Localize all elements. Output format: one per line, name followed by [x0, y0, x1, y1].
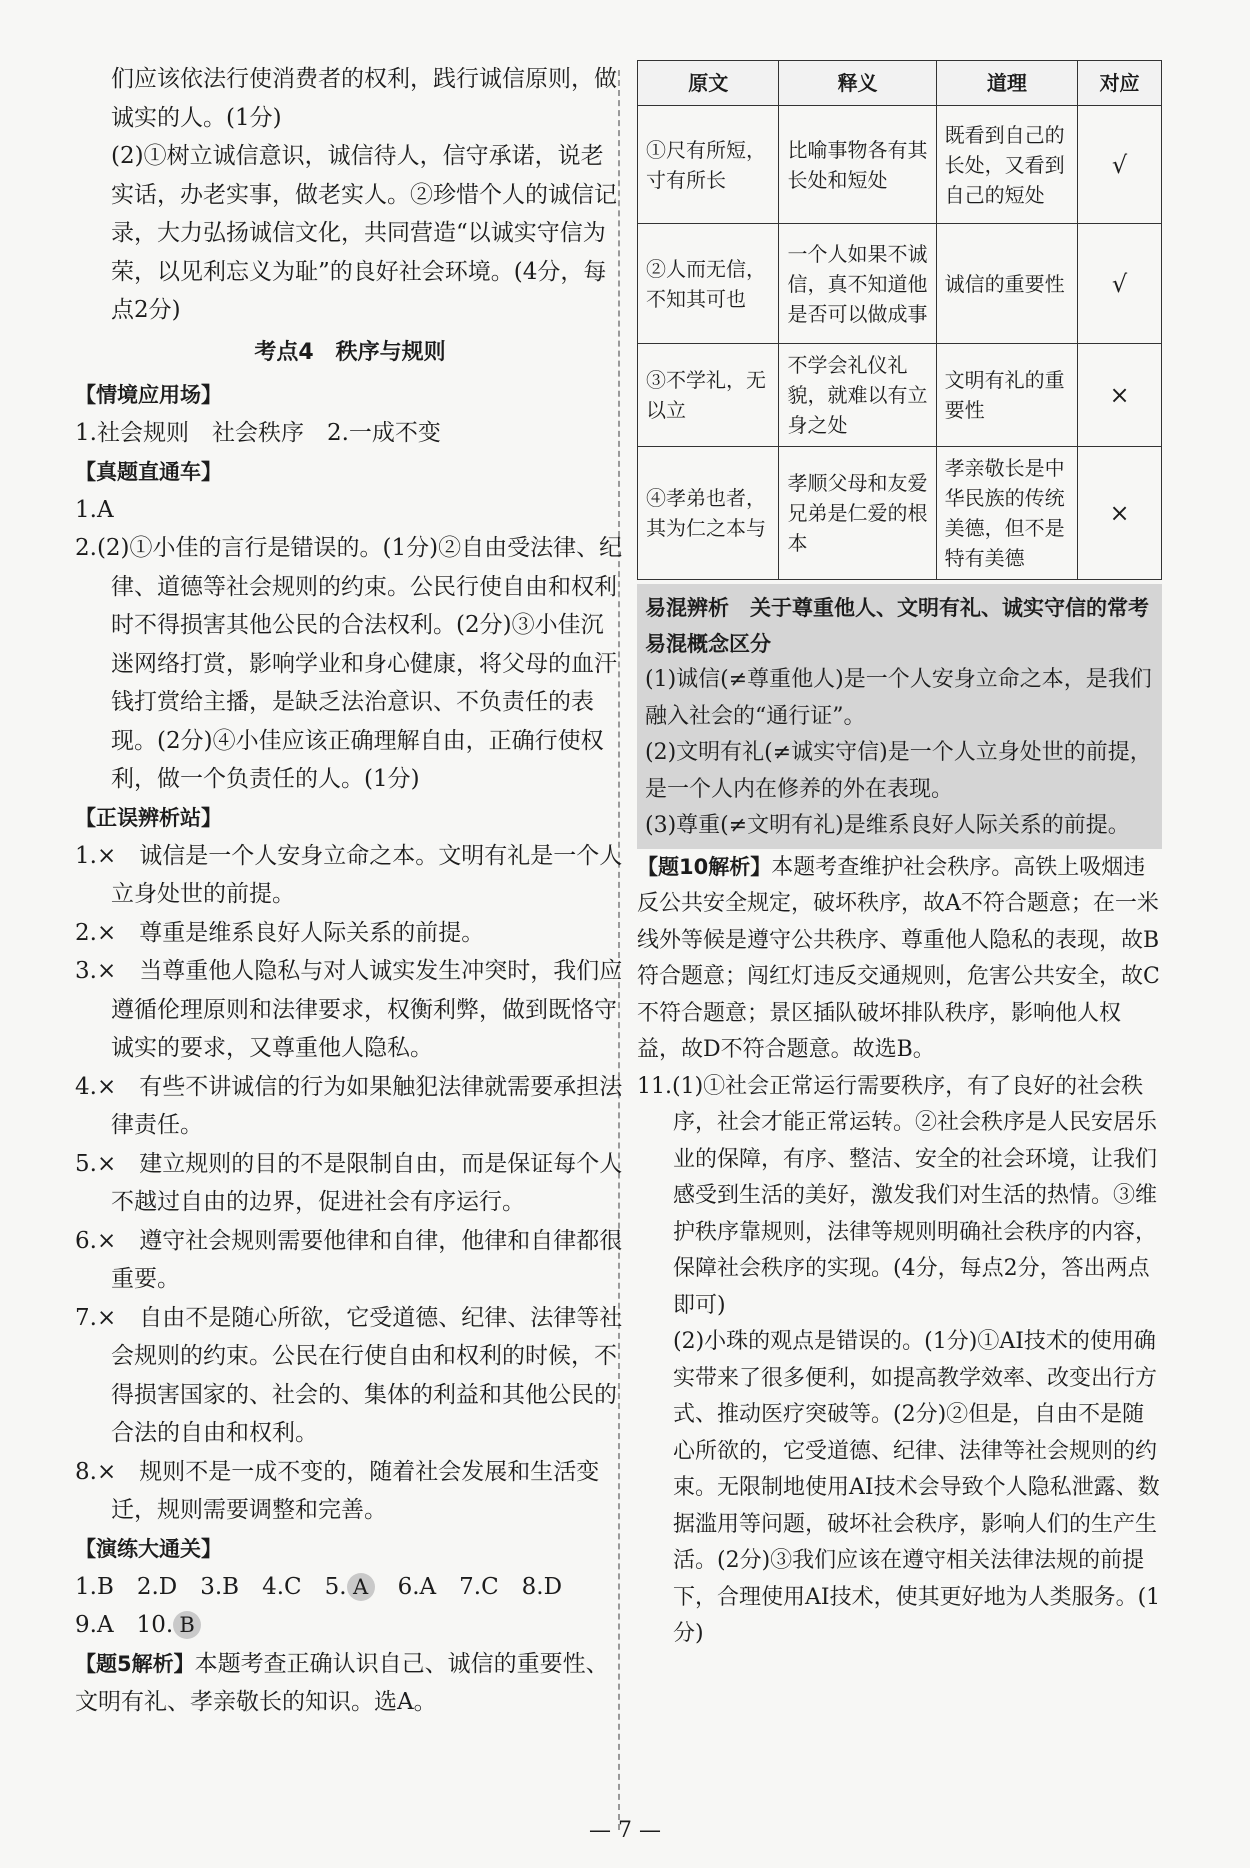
real-exam-q2: 2.(2)①小佳的言行是错误的。(1分)②自由受法律、纪律、道德等社会规则的约束。公民行使自由和权利时不得损害其他公民的合法权利。(2分)③小佳沉迷网络打赏，影响学业和身心健康，将父母的血汗钱打赏给主播，是缺乏法治意识、不负责任的表现。(2分)④小佳应该正确理解自由，正确行使权利，做一个负责任的人。(1分) [75, 535, 623, 792]
table-row [638, 344, 1162, 447]
section-title-scenario: 【情境应用场】 [75, 383, 222, 407]
table-cell: ②人而无信，不知其可也 [638, 224, 779, 344]
q5-text: 本题考查正确认识自己、诚信的重要性、文明有礼、孝亲敬长的知识。选A。 [75, 1650, 609, 1715]
table-row [638, 224, 1162, 344]
table-header: 释义 [779, 61, 936, 106]
box-title: 易混辨析 关于尊重他人、文明有礼、诚实守信的常考易混概念区分 [645, 596, 1149, 656]
q5-analysis [75, 1645, 625, 1722]
table-cell: 既看到自己的长处，又看到自己的短处 [936, 106, 1077, 224]
judgment-item: 5.× 建立规则的目的不是限制自由，而是保证每个人不越过自由的边界，促进社会有序运行。 [75, 1150, 623, 1215]
scenario-answers: 1.社会规则 社会秩序 2.一成不变 [75, 420, 441, 446]
box-item: (2)文明有礼(≠诚实守信)是一个人立身处世的前提，是一个人内在修养的外在表现。 [645, 740, 1152, 802]
table-cell: ①尺有所短，寸有所长 [638, 106, 779, 224]
page-number: — 7 — [589, 1818, 661, 1843]
judgment-item: 8.× 规则不是一成不变的，随着社会发展和生活变迁，规则需要调整和完善。 [75, 1458, 600, 1523]
table-header: 对应 [1078, 61, 1162, 106]
table-cell: 文明有礼的重要性 [936, 344, 1077, 447]
real-exam-q1: 1.A [75, 496, 114, 523]
box-item: (1)诚信(≠尊重他人)是一个人安身立命之本，是我们融入社会的“通行证”。 [645, 667, 1152, 729]
judgment-item: 2.× 尊重是维系良好人际关系的前提。 [75, 919, 485, 946]
q11-part-1: 11.(1)①社会正常运行需要秩序，有了良好的社会秩序，社会才能正常运转。②社会秩序是人民安居乐业的保障，有序、整洁、安全的社会环境，让我们感受到生活的美好，激发我们对生活的热情。③维护秩序靠规则，法律等规则明确社会秩序的内容，保障社会秩序的实现。(4分，每点2分，答出两点即可) [637, 1073, 1158, 1318]
judgment-item: 1.× 诚信是一个人安身立命之本。文明有礼是一个人立身处世的前提。 [75, 842, 623, 907]
practice-answers-line-1 [75, 1568, 625, 1607]
section-title-real-exam: 【真题直通车】 [75, 459, 222, 484]
table-cell: 孝顺父母和友爱兄弟是仁爱的根本 [779, 447, 936, 580]
table-cell-mark: √ [1078, 106, 1162, 224]
table-header: 原文 [638, 61, 779, 106]
section-title-practice: 【演练大通关】 [75, 1536, 222, 1561]
table-header-row [638, 61, 1162, 106]
circled-answer: A [347, 1573, 375, 1601]
answers-text: 9.A 10. [75, 1612, 174, 1638]
table-cell: ③不学礼，无以立 [638, 344, 779, 447]
q11-part-2: (2)小珠的观点是错误的。(1分)①AI技术的使用确实带来了很多便利，如提高教学效率、改变出行方式、推动医疗突破等。(2分)②但是，自由不是随心所欲的，它受道德、纪律、法律等社会规则的约束。无限制地使用AI技术会导致个人隐私泄露、数据滥用等问题，破坏社会秩序，影响人们的生产生活。(2分)③我们应该在遵守相关法律法规的前提下，合理使用AI技术，使其更好地为人类服务。(1分) [673, 1329, 1161, 1646]
table-cell: 不学会礼仪礼貌，就难以有立身之处 [779, 344, 936, 447]
q5-tag: 【题5解析】 [75, 1651, 195, 1676]
judgment-item: 6.× 遵守社会规则需要他律和自律，他律和自律都很重要。 [75, 1227, 623, 1292]
judgment-item: 4.× 有些不讲诚信的行为如果触犯法律就需要承担法律责任。 [75, 1073, 623, 1138]
table-cell: 比喻事物各有其长处和短处 [779, 106, 936, 224]
table-cell: 诚信的重要性 [936, 224, 1077, 344]
left-column [75, 60, 625, 1722]
table-cell-mark: × [1078, 447, 1162, 580]
answers-text: 1.B 2.D 3.B 4.C 5. [75, 1573, 347, 1600]
q10-text: 本题考查维护社会秩序。高铁上吸烟违反公共安全规定，破坏秩序，故A不符合题意；在一米线外等候是遵守公共秩序、尊重他人隐私的表现，故B符合题意；闯红灯违反交通规则，危害公共安全，故C不符合题意；景区插队破坏排队秩序，影响他人权益，故D不符合题意。故选B。 [637, 854, 1160, 1062]
judgment-item: 3.× 当尊重他人隐私与对人诚实发生冲突时，我们应遵循伦理原则和法律要求，权衡利弊，做到既恪守诚实的要求，又尊重他人隐私。 [75, 958, 623, 1061]
topic-heading: 考点4 秩序与规则 [254, 339, 446, 365]
table-row [638, 106, 1162, 224]
table-cell: ④孝弟也者，其为仁之本与 [638, 447, 779, 580]
practice-answers-line-2 [75, 1606, 625, 1645]
intro-line-1: 们应该依法行使消费者的权利，践行诚信原则，做诚实的人。(1分) [111, 66, 617, 131]
box-item: (3)尊重(≠文明有礼)是维系良好人际关系的前提。 [645, 813, 1130, 838]
confusion-analysis-box [637, 584, 1162, 849]
circled-answer: B [173, 1611, 201, 1639]
q10-analysis [637, 849, 1162, 1069]
table-cell-mark: √ [1078, 224, 1162, 344]
table-cell: 一个人如果不诚信，真不知道他是否可以做成事 [779, 224, 936, 344]
table-cell: 孝亲敬长是中华民族的传统美德，但不是特有美德 [936, 447, 1077, 580]
classical-quotes-table [637, 60, 1162, 580]
table-cell-mark: × [1078, 344, 1162, 447]
right-column [637, 60, 1162, 1653]
table-row [638, 447, 1162, 580]
judgment-item: 7.× 自由不是随心所欲，它受道德、纪律、法律等社会规则的约束。公民在行使自由和权利的时候，不得损害国家的、社会的、集体的利益和其他公民的合法的自由和权利。 [75, 1304, 623, 1446]
q10-tag: 【题10解析】 [637, 854, 772, 879]
intro-line-2: (2)①树立诚信意识，诚信待人，信守承诺，说老实话，办老实事，做老实人。②珍惜个人的诚信记录，大力弘扬诚信文化，共同营造“以诚实守信为荣，以见利忘义为耻”的良好社会环境。(4分，每点2分) [111, 143, 617, 323]
table-header: 道理 [936, 61, 1077, 106]
answers-text: 6.A 7.C 8.D [374, 1573, 563, 1600]
section-title-judgment: 【正误辨析站】 [75, 805, 222, 830]
